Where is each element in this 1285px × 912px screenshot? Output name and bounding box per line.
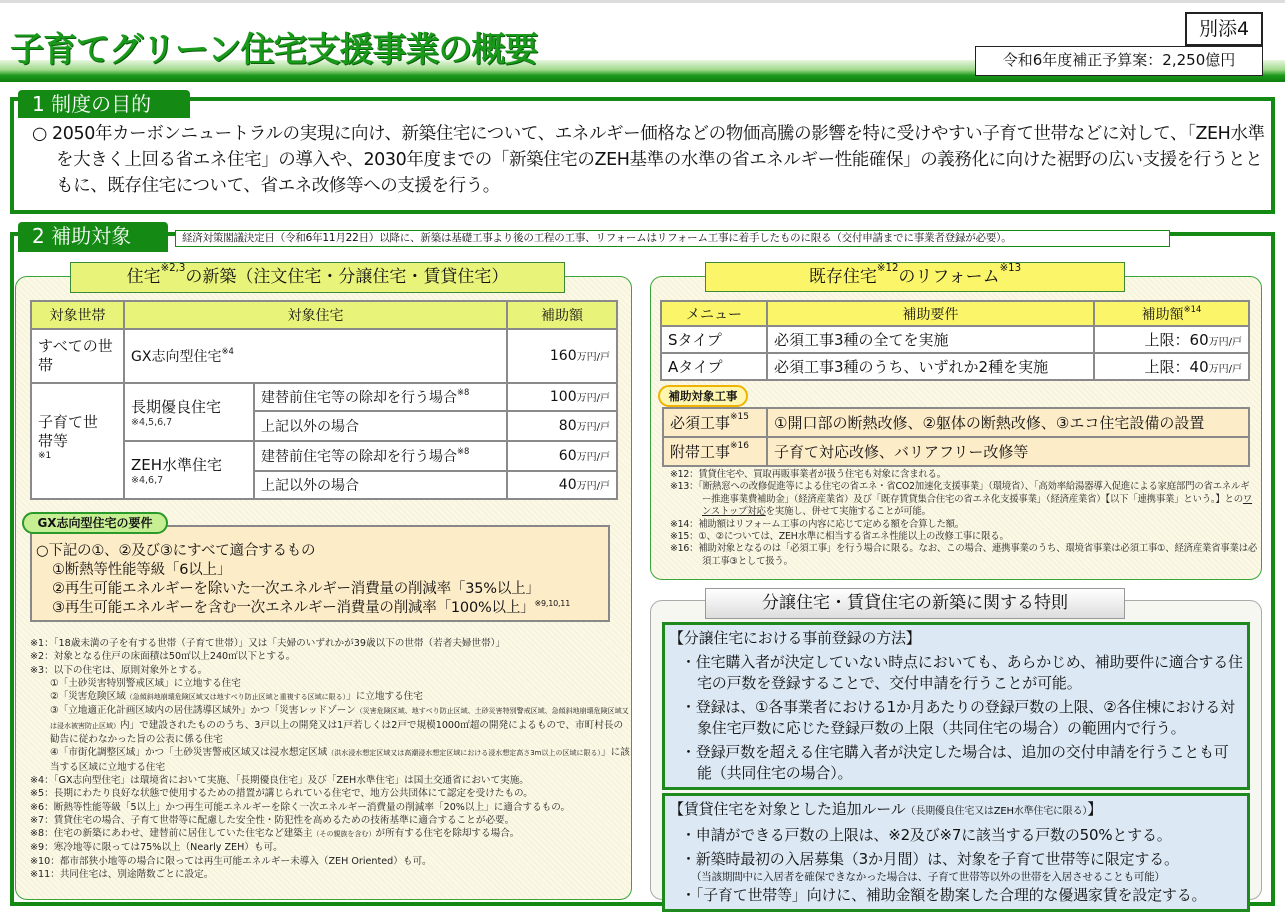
special-rules-header: 分譲住宅・賃貸住宅の新築に関する特則 xyxy=(705,588,1125,619)
footnote: ※13：「断熱窓への改修促進等による住宅の省エネ・省CO2加速化支援事業」（環境省）、「高効率給湯器導入促進による家庭部門の省エネルギー推進事業費補助金」（経済産業省）及び「既存賃貸集合住宅の省エネ化支援事業」（経済産業省）【以下「連携事業」という。】とのワンストップ対応を実施し、併せて実施することが可能。 xyxy=(670,481,1253,518)
footnote-ref: ※2,3 xyxy=(160,263,186,274)
left-footnotes xyxy=(30,637,630,881)
table-row xyxy=(31,329,617,383)
footnote: ※15：①、②については、ZEH水準に相当する省エネ性能以上の改修工事に限る。 xyxy=(670,531,1009,543)
table-row xyxy=(31,383,617,411)
box-title: 【賃貸住宅を対象とした追加ルール（長期優良住宅又はZEH水準住宅に限る）】 xyxy=(669,800,1103,818)
purpose-text xyxy=(32,121,1270,199)
gx-requirements-label: GX志向型住宅の要件 xyxy=(22,512,168,534)
newbuild-table xyxy=(30,300,618,500)
table-row xyxy=(663,437,1249,466)
footnote: ※12：賃貸住宅や、買取再販事業者が扱う住宅も対象に含まれる。 xyxy=(670,469,946,480)
housing-cell: 長期優良住宅 ※4,5,6,7 xyxy=(124,383,254,441)
col-header: 対象世帯 xyxy=(31,301,124,329)
footnote: ③「立地適正化計画区域内の居住誘導区域外」かつ「災害レッドゾーン（災害危険区域、地すべり防止区域、土砂災害特別警戒区域、急傾斜地崩壊危険区域又は浸水被害防止区域）内」で建設されたもののうち、3戸以上の開発又は1戸若しくは2戸で規模1000㎡超の開発によるもので、市町村長の勧告に従わなかった旨の公表に係る住宅 xyxy=(50,705,629,746)
page-title: 子育てグリーン住宅支援事業の概要 xyxy=(10,30,538,70)
budget-label: 令和6年度補正予算案：2,250億円 xyxy=(975,46,1263,76)
works-table xyxy=(662,407,1250,467)
work-name-cell: 必須工事$^{※15}$ xyxy=(663,408,767,437)
amount-cell: 80万円/戸 xyxy=(507,411,617,441)
amount-cell: 40万円/戸 xyxy=(507,471,617,499)
work-name-cell: 附帯工事$^{※16}$ xyxy=(663,437,767,466)
table-row xyxy=(661,353,1249,380)
footnote: ※16：補助対象となるのは「必須工事」を行う場合に限る。なお、この場合、連携事業のうち、環境省事業は必須工事①、経済産業省事業は必須工事③として扱う。 xyxy=(670,543,1258,567)
amount-cell: 60万円/戸 xyxy=(507,441,617,471)
amount-cell: 上限：60万円/戸 xyxy=(1094,326,1249,353)
table-row xyxy=(663,408,1249,437)
list-item: ・住宅購入者が決定していない時点においても、あらかじめ、補助要件に適合する住宅の戸数を登録することで、交付申請を行うことが可能。 xyxy=(681,653,1243,692)
section-targets-title: 2 補助対象 xyxy=(18,222,168,252)
list-item: ・登録は、①各事業者における1か月あたりの登録戸数の上限、②各住棟における対象住宅戸数に応じた登録戸数の上限（共同住宅の場合）の範囲内で行う。 xyxy=(681,698,1235,737)
footnote: ※1：「18歳未満の子を有する世帯（子育て世帯）」又は「夫婦のいずれかが39歳以下の世帯（若者夫婦世帯）」 xyxy=(30,638,506,649)
housing-cell: ZEH水準住宅 ※4,6,7 xyxy=(124,441,254,499)
household-cell: 子育て世帯等 $^{※1}$ xyxy=(31,383,124,499)
rental-rules-box xyxy=(662,793,1250,912)
menu-cell: Sタイプ xyxy=(661,326,767,353)
presale-registration-box xyxy=(662,622,1250,790)
footnote: ④「市街化調整区域」かつ「土砂災害警戒区域又は浸水想定区域（洪水浸水想定区域又は高潮浸水想定区域における浸水想定高さ3m以上の区域に限る）」に該当する区域に立地する住宅 xyxy=(50,747,630,773)
footnote: ※8：住宅の新築にあわせ、建替前に居住していた住宅など建築主（その親族を含む）が所有する住宅を除却する場合。 xyxy=(30,828,520,840)
special-rules-boxes xyxy=(662,622,1250,912)
top-border xyxy=(0,0,1285,3)
list-item: ・「子育て世帯等」向けに、補助金額を勘案した合理的な優遇家賃を設定する。 xyxy=(681,886,1207,904)
requirement-cell: 必須工事3種の全てを実施 xyxy=(767,326,1094,353)
work-desc-cell: ①開口部の断熱改修、②躯体の断熱改修、③エコ住宅設備の設置 xyxy=(767,408,1249,437)
header-text: 住宅 xyxy=(126,267,161,287)
condition-cell: 上記以外の場合 xyxy=(254,411,507,441)
footnote: ※4：「GX志向型住宅」は環境省において実施、「長期優良住宅」及び「ZEH水準住宅」は国土交通省において実施。 xyxy=(30,774,529,786)
requirement-line: ○下記の①、②及び③にすべて適合するもの xyxy=(36,543,316,559)
list-item: ・新築時最初の入居募集（3か月間）は、対象を子育て世帯等に限定する。 xyxy=(681,850,1179,868)
col-header: メニュー xyxy=(661,301,767,326)
col-header: 補助額$^{※14}$ xyxy=(1094,301,1249,326)
housing-cell: GX志向型住宅$^{※4}$ xyxy=(124,329,507,383)
table-row xyxy=(661,326,1249,353)
col-header: 補助要件 xyxy=(767,301,1094,326)
footnote: ※11：共同住宅は、別途階数ごとに設定。 xyxy=(30,869,214,881)
condition-cell: 上記以外の場合 xyxy=(254,471,507,499)
attachment-label: 別添4 xyxy=(1185,12,1263,46)
requirement-cell: 必須工事3種のうち、いずれか2種を実施 xyxy=(767,353,1094,380)
col-header: 対象住宅 xyxy=(124,301,507,329)
requirement-line: ③再生可能エネルギーを含む一次エネルギー消費量の削減率「100%以上」$^{※9,10,11}$ xyxy=(52,599,571,616)
list-subnote: （当該期間中に入居者を確保できなかった場合は、子育て世帯等以外の世帯を入居させることも可能） xyxy=(691,871,1165,883)
col-header: 補助額 xyxy=(507,301,617,329)
footnote: ※14：補助額はリフォーム工事の内容に応じて定める額を合算した額。 xyxy=(670,518,964,530)
reform-footnotes xyxy=(670,469,1258,568)
amount-cell: 160万円/戸 xyxy=(507,329,617,383)
footnote: ※2：対象となる住戸の床面積は50㎡以上240㎡以下とする。 xyxy=(30,651,296,663)
amount-cell: 100万円/戸 xyxy=(507,383,617,411)
header-text: の新築（注文住宅・分譲住宅・賃貸住宅） xyxy=(185,267,509,287)
menu-cell: Aタイプ xyxy=(661,353,767,380)
footnote: ※10：都市部狭小地等の場合に限っては再生可能エネルギー未導入（ZEH Oriented）も可。 xyxy=(30,855,432,867)
footnote: ※9：寒冷地等に限っては75%以上（Nearly ZEH）も可。 xyxy=(30,842,283,854)
targets-note: 経済対策閣議決定日（令和6年11月22日）以降に、新築は基礎工事より後の工程の工事、リフォームはリフォーム工事に着手したものに限る（交付申請までに事業者登録が必要）。 xyxy=(175,230,1170,247)
requirement-line: ②再生可能エネルギーを除いた一次エネルギー消費量の削減率「35%以上」 xyxy=(52,581,540,597)
list-item: ・申請ができる戸数の上限は、※2及び※7に該当する戸数の50%とする。 xyxy=(681,826,1172,844)
requirement-line: ①断熱等性能等級「6以上」 xyxy=(52,562,232,578)
newbuild-header xyxy=(70,262,565,293)
section-purpose-title: 1 制度の目的 xyxy=(18,90,190,118)
footnote: ②「災害危険区域（急傾斜地崩壊危険区域又は地すべり防止区域と重複する区域に限る）」に立地する住宅 xyxy=(50,691,423,703)
household-cell: すべての世帯 xyxy=(31,329,124,383)
footnote: ※5：長期にわたり良好な状態で使用するための措置が講じられている住宅で、地方公共団体にて認定を受けたもの。 xyxy=(30,788,533,800)
footnote: ※7：賃貸住宅の場合、子育て世帯等に配慮した安全性・防犯性を高めるための技術基準に適合することが必要。 xyxy=(30,814,515,826)
amount-cell: 上限：40万円/戸 xyxy=(1094,353,1249,380)
condition-cell: 建替前住宅等の除却を行う場合$^{※8}$ xyxy=(254,441,507,471)
reform-table xyxy=(660,300,1250,381)
footnote: ※6：断熱等性能等級「5以上」かつ再生可能エネルギーを除く一次エネルギー消費量の削減率「20%以上」に適合するもの。 xyxy=(30,801,571,813)
footnote: ※3：以下の住宅は、原則対象外とする。 xyxy=(30,664,208,676)
works-label: 補助対象工事 xyxy=(658,385,748,407)
footnote: ①「土砂災害特別警戒区域」に立地する住宅 xyxy=(50,677,241,689)
gx-requirements-box xyxy=(30,525,610,622)
list-item: ・登録戸数を超える住宅購入者が決定した場合は、追加の交付申請を行うことも可能（共同住宅の場合）。 xyxy=(681,743,1229,782)
condition-cell: 建替前住宅等の除却を行う場合$^{※8}$ xyxy=(254,383,507,411)
box-title: 【分譲住宅における事前登録の方法】 xyxy=(669,629,921,647)
purpose-paragraph: ○ 2050年カーボンニュートラルの実現に向け、新築住宅について、エネルギー価格などの物価高騰の影響を特に受けやすい子育て世帯などに対して、「ZEH水準を大きく上回る省エネ住宅」の導入や、2030年度までの「新築住宅のZEH基準の水準の省エネルギー性能確保」の義務化に向けた裾野の広い支援を行うとともに、既存住宅について、省エネ改修等への支援を行う。 xyxy=(32,124,1265,196)
reform-header: 既存住宅$^{※12}$のリフォーム$^{※13}$ xyxy=(705,262,1125,292)
work-desc-cell: 子育て対応改修、バリアフリー改修等 xyxy=(767,437,1249,466)
